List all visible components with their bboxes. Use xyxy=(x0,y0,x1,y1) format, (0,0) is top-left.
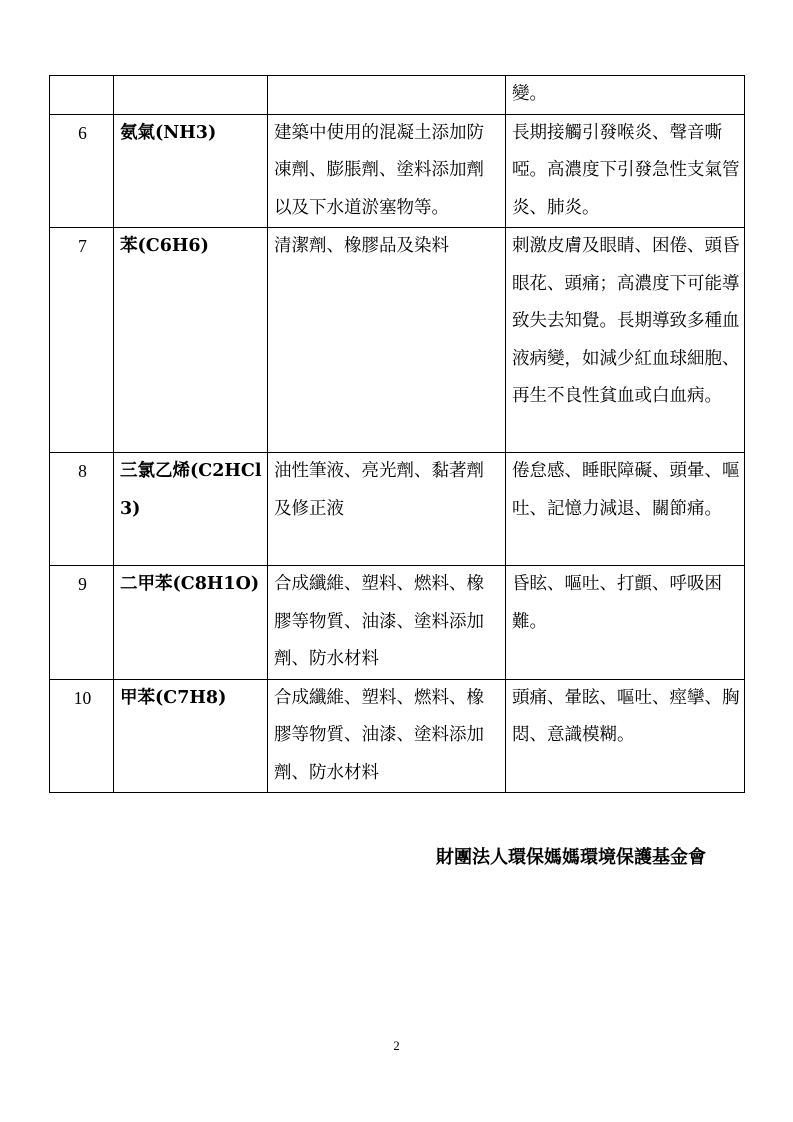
chemical-name: 氨氣(NH3) xyxy=(114,114,268,228)
chemical-uses xyxy=(268,76,506,115)
chemical-name: 二甲苯(C8H1O) xyxy=(114,566,268,680)
health-effects: 昏眩、嘔吐、打顫、呼吸困難。 xyxy=(506,566,745,680)
table-row xyxy=(50,679,745,793)
chemical-name: 三氯乙烯(C2HCl3) xyxy=(114,453,268,566)
row-number: 6 xyxy=(50,114,114,228)
chemical-hazards-table xyxy=(49,75,745,793)
health-effects: 長期接觸引發喉炎、聲音嘶啞。高濃度下引發急性支氣管炎、肺炎。 xyxy=(506,114,745,228)
row-number: 10 xyxy=(50,679,114,793)
chemical-name xyxy=(114,76,268,115)
table-row xyxy=(50,566,745,680)
chemical-uses: 合成纖維、塑料、燃料、橡膠等物質、油漆、塗料添加劑、防水材料 xyxy=(268,566,506,680)
organization-signature: 財團法人環保媽媽環境保護基金會 xyxy=(436,847,706,868)
row-number: 9 xyxy=(50,566,114,680)
health-effects: 刺激皮膚及眼睛、困倦、頭昏眼花、頭痛；高濃度下可能導致失去知覺。長期導致多種血液病變，如減少紅血球細胞、再生不良性貧血或白血病。 xyxy=(506,228,745,453)
chemical-name: 甲苯(C7H8) xyxy=(114,679,268,793)
table-row xyxy=(50,228,745,453)
chemical-uses: 建築中使用的混凝土添加防凍劑、膨脹劑、塗料添加劑以及下水道淤塞物等。 xyxy=(268,114,506,228)
page-number: 2 xyxy=(393,1038,400,1053)
chemical-uses: 合成纖維、塑料、燃料、橡膠等物質、油漆、塗料添加劑、防水材料 xyxy=(268,679,506,793)
table-row xyxy=(50,114,745,228)
table-row xyxy=(50,76,745,115)
row-number: 7 xyxy=(50,228,114,453)
row-number: 8 xyxy=(50,453,114,566)
health-effects: 變。 xyxy=(506,76,745,115)
row-number xyxy=(50,76,114,115)
chemical-name: 苯(C6H6) xyxy=(114,228,268,453)
table-row xyxy=(50,453,745,566)
chemical-uses: 清潔劑、橡膠品及染料 xyxy=(268,228,506,453)
chemical-uses: 油性筆液、亮光劑、黏著劑及修正液 xyxy=(268,453,506,566)
health-effects: 倦怠感、睡眠障礙、頭暈、嘔吐、記憶力減退、關節痛。 xyxy=(506,453,745,566)
health-effects: 頭痛、暈眩、嘔吐、痙攣、胸悶、意識模糊。 xyxy=(506,679,745,793)
